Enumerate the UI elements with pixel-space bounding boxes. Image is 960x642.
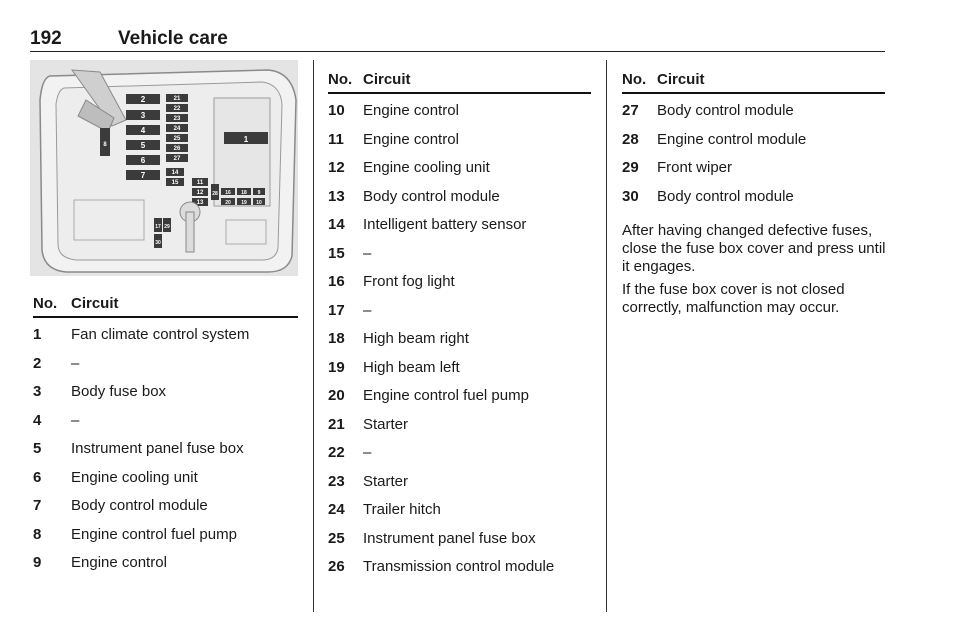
table-row <box>328 123 591 152</box>
row-no: 5 <box>33 440 42 457</box>
header-circuit: Circuit <box>657 71 705 88</box>
row-no: 30 <box>622 187 639 205</box>
fuse-16-label: 16 <box>225 190 231 196</box>
column-1 <box>33 292 298 575</box>
fuse-15-label: 15 <box>171 180 179 186</box>
row-circuit: Engine control fuel pump <box>71 525 237 543</box>
fuse-3-label: 3 <box>140 111 146 120</box>
fuse-7-label: 7 <box>140 171 146 180</box>
row-no: 13 <box>328 187 345 205</box>
fuse-24-label: 24 <box>173 126 181 132</box>
row-circuit: Instrument panel fuse box <box>363 529 536 547</box>
fuse-box-diagram <box>30 60 298 276</box>
table-row <box>328 522 591 551</box>
fuse-12-label: 12 <box>196 190 204 196</box>
row-circuit: Instrument panel fuse box <box>71 440 244 457</box>
fuse-21-label: 21 <box>173 96 181 102</box>
row-circuit: Engine control module <box>657 130 807 148</box>
row-no: 28 <box>622 130 639 148</box>
row-no: 21 <box>328 415 345 433</box>
row-circuit: Engine cooling unit <box>71 468 198 486</box>
table-row <box>622 151 885 180</box>
fuse-box-illustration <box>30 60 298 276</box>
row-no: 25 <box>328 529 345 547</box>
row-no: 15 <box>328 244 345 262</box>
row-no: 16 <box>328 273 345 290</box>
table-row <box>33 546 298 575</box>
fuse-22-label: 22 <box>173 106 181 112</box>
table-row <box>622 123 885 152</box>
table-row <box>33 404 298 433</box>
paragraph-close-cover: After having changed defective fuses, close the fuse box cover and press until it engages. <box>622 222 886 275</box>
table-row <box>328 237 591 266</box>
column-divider <box>606 60 607 612</box>
paragraph-malfunction-warning: If the fuse box cover is not closed correctly, malfunction may occur. <box>622 281 845 316</box>
table-row <box>328 151 591 180</box>
table-row <box>328 550 591 579</box>
fuse-18-label: 18 <box>241 190 247 196</box>
row-circuit: Body control module <box>363 187 500 205</box>
row-circuit: High beam left <box>363 358 460 376</box>
table-row <box>328 465 591 494</box>
column-2 <box>328 68 591 579</box>
row-circuit: Engine control fuel pump <box>363 387 529 404</box>
table-row <box>328 294 591 323</box>
row-circuit: – <box>363 244 372 262</box>
table-row <box>33 375 298 404</box>
row-circuit: Engine cooling unit <box>363 159 490 176</box>
row-no: 7 <box>33 497 42 514</box>
fuse-26-label: 26 <box>173 146 181 152</box>
row-no: 26 <box>328 558 345 575</box>
table-row <box>328 436 591 465</box>
table-row <box>328 493 591 522</box>
row-circuit: – <box>71 411 80 429</box>
fuse-19-label: 19 <box>241 200 247 206</box>
fuse-20-label: 20 <box>225 200 231 206</box>
column-divider <box>313 60 314 612</box>
fuse-30-label: 30 <box>155 240 161 246</box>
fuse-2-label: 2 <box>140 95 146 104</box>
table-row <box>328 408 591 437</box>
row-no: 20 <box>328 387 345 404</box>
row-no: 1 <box>33 326 42 343</box>
fuse-6-label: 6 <box>140 156 146 165</box>
row-no: 3 <box>33 383 42 400</box>
row-no: 10 <box>328 102 345 119</box>
row-circuit: Intelligent battery sensor <box>363 216 527 233</box>
table-row <box>33 489 298 518</box>
table-header <box>328 68 591 94</box>
row-no: 18 <box>328 330 345 347</box>
row-circuit: Body fuse box <box>71 383 167 400</box>
table-header <box>33 292 298 318</box>
table-row <box>328 180 591 209</box>
row-circuit: Front fog light <box>363 273 455 290</box>
row-no: 24 <box>328 501 345 518</box>
table-row <box>622 94 885 123</box>
fuse-13-label: 13 <box>196 200 204 206</box>
row-no: 14 <box>328 216 345 233</box>
table-row <box>328 322 591 351</box>
row-no: 12 <box>328 159 345 176</box>
fuse-1-label: 1 <box>243 135 249 144</box>
fuse-23-label: 23 <box>173 116 181 122</box>
row-circuit: Trailer hitch <box>363 501 441 518</box>
section-title: Vehicle care <box>118 28 228 49</box>
row-circuit: Transmission control module <box>363 558 555 575</box>
row-circuit: Fan climate control system <box>71 326 250 343</box>
row-circuit: Engine control <box>363 130 459 148</box>
page-header <box>30 28 885 52</box>
fuse-28-label: 28 <box>212 191 218 197</box>
row-circuit: Body control module <box>657 102 794 119</box>
row-no: 23 <box>328 472 345 490</box>
row-no: 27 <box>622 102 639 119</box>
table-row <box>328 379 591 408</box>
row-no: 22 <box>328 444 345 461</box>
header-rule <box>30 51 885 52</box>
table-header <box>622 68 885 94</box>
header-circuit: Circuit <box>71 295 119 312</box>
table-row <box>33 432 298 461</box>
fuse-25-label: 25 <box>173 136 181 142</box>
row-circuit: Front wiper <box>657 159 733 176</box>
table-row <box>328 208 591 237</box>
fuse-17-label: 17 <box>155 224 161 230</box>
row-no: 11 <box>328 130 344 148</box>
header-no: No. <box>33 295 58 312</box>
fuse-27-label: 27 <box>173 156 181 162</box>
fuse-14-label: 14 <box>171 170 179 176</box>
row-circuit: – <box>71 354 80 372</box>
table-row <box>33 461 298 490</box>
row-circuit: Engine control <box>363 102 459 119</box>
fuse-4-label: 4 <box>140 126 146 135</box>
table-row <box>328 265 591 294</box>
row-no: 8 <box>33 525 42 543</box>
page-number: 192 <box>30 28 62 49</box>
fuse-8-label: 8 <box>103 142 107 148</box>
column-3 <box>622 68 885 208</box>
table-row <box>33 318 298 347</box>
row-circuit: High beam right <box>363 330 469 347</box>
row-no: 19 <box>328 358 345 376</box>
row-no: 4 <box>33 411 42 429</box>
row-no: 2 <box>33 354 42 372</box>
row-circuit: – <box>363 444 372 461</box>
terminal-stem <box>186 212 194 252</box>
row-circuit: Body control module <box>71 497 208 514</box>
row-circuit: Engine control <box>71 554 167 571</box>
row-no: 29 <box>622 159 639 176</box>
header-no: No. <box>622 71 647 88</box>
row-circuit: – <box>363 301 372 319</box>
row-circuit: Starter <box>363 472 409 490</box>
header-no: No. <box>328 71 353 88</box>
header-circuit: Circuit <box>363 71 411 88</box>
fuse-10-label: 10 <box>256 200 262 206</box>
row-no: 6 <box>33 468 42 486</box>
fuse-11-label: 11 <box>196 180 204 186</box>
row-no: 9 <box>33 554 42 571</box>
table-row <box>33 347 298 376</box>
fuse-5-label: 5 <box>140 141 146 150</box>
table-row <box>328 94 591 123</box>
row-circuit: Body control module <box>657 187 794 205</box>
row-no: 17 <box>328 301 345 319</box>
fuse-29-label: 29 <box>164 224 170 230</box>
table-row <box>622 180 885 209</box>
row-circuit: Starter <box>363 415 409 433</box>
fuse-9-label: 9 <box>257 190 261 196</box>
table-row <box>328 351 591 380</box>
table-row <box>33 518 298 547</box>
